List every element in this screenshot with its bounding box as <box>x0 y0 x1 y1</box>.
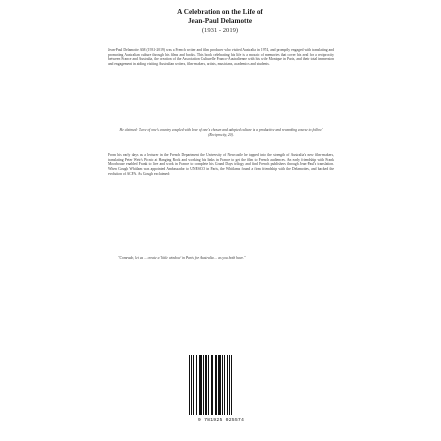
celebration-subtitle: A Celebration on the Life of <box>177 8 263 16</box>
intro-paragraph: Jean-Paul Delamotte AM (1931-2019) was a French writer and film producer who visited Australia in 1974, and promptly engaged with translating and promoting Australian culture through his films and books. This book celebrating his life is a mosaic of memories that cover his zeal for a reciprocity between France and Australia, the creation of the Association Culturelle Franco-Australienne with his wife Monique in Paris, and their total immersion and engagement in aiding visiting Australian writers, film-makers, artists, musicians, academics and students. <box>108 48 334 67</box>
title-block <box>120 8 320 36</box>
person-name: Jean-Paul Delamotte <box>187 17 253 25</box>
closing-quote: "Comrade, let us ... create a 'little window' in Paris for Australia ... as you both have." <box>118 256 246 260</box>
barcode-bars <box>189 355 253 415</box>
isbn-number: 9 781925 025574 <box>197 418 245 423</box>
life-dates: (1931 - 2019) <box>201 27 239 34</box>
body-paragraph: From his early days as a lecturer in the French Department the University of Newcastle he tapped into the strength of Australia's new film-makers, translating Peter Weir's Picnic at Hanging Rock and working his links in France to get the film to French audiences. An early friendship with Frank Moorhouse enabled Frank to live and work in France to complete his Grand Days trilogy and find French publishers through Jean-Paul's translation. When Gough Whitlam was appointed Ambassador to UNESCO in Paris, the Whitlams found a firm friendship with the Delamottes, and backed the evolution of ACFA. As Gough exclaimed: <box>108 153 334 176</box>
barcode <box>185 355 257 435</box>
quote-paragraph: He claimed: 'Love of one's country coupled with love of one's chosen and adopted culture is a productive and rewarding course to follow' (Reciprocity, 20). <box>119 128 323 137</box>
barcode-bar <box>232 355 233 415</box>
